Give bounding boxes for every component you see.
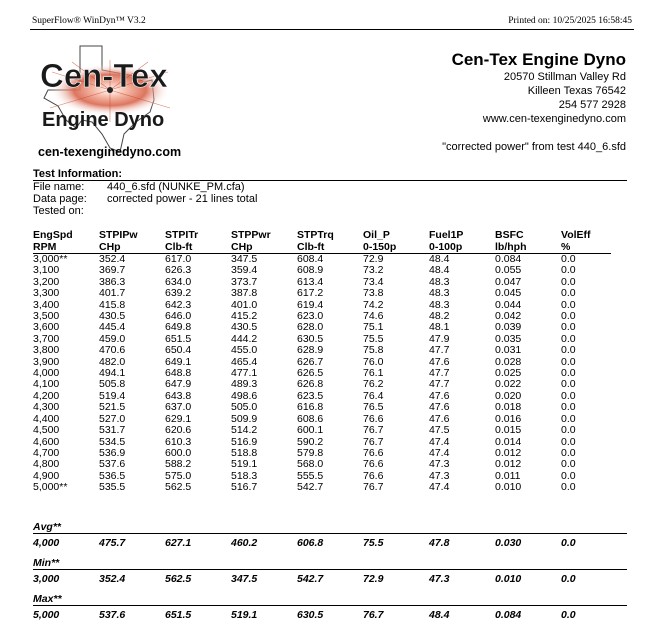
avg-label: Avg** bbox=[33, 521, 627, 534]
table-cell: 0.042 bbox=[495, 310, 522, 323]
table-cell: 642.3 bbox=[165, 298, 192, 311]
table-cell: 0.039 bbox=[495, 321, 522, 334]
column-header-row bbox=[33, 230, 611, 242]
table-cell: 628.9 bbox=[297, 344, 324, 357]
table-cell: 73.4 bbox=[363, 275, 384, 288]
table-cell: 386.3 bbox=[99, 275, 126, 288]
table-cell: 0.0 bbox=[561, 401, 576, 414]
table-cell: 47.6 bbox=[429, 401, 450, 414]
summary-cell: 0.0 bbox=[561, 537, 576, 549]
table-cell: 0.0 bbox=[561, 287, 576, 300]
table-body bbox=[33, 254, 611, 494]
table-cell: 562.5 bbox=[165, 481, 192, 494]
table-row bbox=[33, 402, 611, 413]
table-cell: 647.9 bbox=[165, 378, 192, 391]
table-cell: 0.0 bbox=[561, 458, 576, 471]
tested-on-label: Tested on: bbox=[33, 205, 84, 217]
table-cell: 5,000** bbox=[33, 481, 68, 494]
column-unit: CHp bbox=[99, 242, 165, 254]
max-summary bbox=[33, 593, 627, 622]
table-cell: 47.4 bbox=[429, 446, 450, 459]
data-page-value: corrected power - 21 lines total bbox=[107, 193, 258, 205]
table-cell: 623.5 bbox=[297, 389, 324, 402]
table-cell: 0.0 bbox=[561, 481, 576, 494]
summary-cell: 5,000 bbox=[33, 609, 60, 621]
table-cell: 0.015 bbox=[495, 424, 522, 437]
logo-text-engine-dyno: Engine Dyno bbox=[42, 109, 165, 131]
company-name: Cen-Tex Engine Dyno bbox=[451, 50, 626, 69]
table-cell: 347.5 bbox=[231, 253, 258, 265]
table-cell: 519.1 bbox=[231, 458, 258, 471]
table-cell: 0.012 bbox=[495, 458, 522, 471]
table-cell: 76.6 bbox=[363, 412, 384, 425]
table-cell: 613.4 bbox=[297, 275, 324, 288]
table-cell: 482.0 bbox=[99, 355, 126, 368]
table-cell: 0.0 bbox=[561, 367, 576, 380]
table-cell: 0.047 bbox=[495, 275, 522, 288]
summary-cell: 0.084 bbox=[495, 609, 522, 621]
table-cell: 505.8 bbox=[99, 378, 126, 391]
table-row bbox=[33, 482, 611, 493]
table-cell: 588.2 bbox=[165, 458, 192, 471]
table-cell: 575.0 bbox=[165, 469, 192, 482]
table-cell: 542.7 bbox=[297, 481, 324, 494]
table-cell: 516.9 bbox=[231, 435, 258, 448]
table-cell: 0.0 bbox=[561, 332, 576, 345]
table-cell: 48.3 bbox=[429, 275, 450, 288]
table-cell: 514.2 bbox=[231, 424, 258, 437]
table-cell: 47.4 bbox=[429, 481, 450, 494]
table-cell: 0.022 bbox=[495, 378, 522, 391]
table-cell: 0.0 bbox=[561, 378, 576, 391]
table-cell: 47.9 bbox=[429, 332, 450, 345]
table-cell: 0.0 bbox=[561, 355, 576, 368]
table-cell: 0.010 bbox=[495, 481, 522, 494]
table-cell: 4,200 bbox=[33, 389, 60, 402]
summary-cell: 0.010 bbox=[495, 573, 522, 585]
table-cell: 477.1 bbox=[231, 367, 258, 380]
column-unit: RPM bbox=[33, 242, 99, 254]
column-header: STPITr bbox=[165, 229, 199, 241]
table-cell: 590.2 bbox=[297, 435, 324, 448]
summary-cell: 347.5 bbox=[231, 573, 258, 585]
table-cell: 536.9 bbox=[99, 446, 126, 459]
summary-cell: 630.5 bbox=[297, 609, 324, 621]
table-cell: 617.2 bbox=[297, 287, 324, 300]
table-cell: 0.016 bbox=[495, 412, 522, 425]
table-cell: 0.0 bbox=[561, 321, 576, 334]
column-header: BSFC bbox=[495, 229, 524, 241]
summary-cell: 48.4 bbox=[429, 609, 450, 621]
table-row bbox=[33, 288, 611, 299]
table-cell: 0.025 bbox=[495, 367, 522, 380]
table-cell: 47.6 bbox=[429, 389, 450, 402]
table-cell: 3,000** bbox=[33, 253, 68, 265]
table-cell: 4,000 bbox=[33, 367, 60, 380]
column-unit: 0-150p bbox=[363, 242, 429, 254]
table-cell: 649.1 bbox=[165, 355, 192, 368]
table-cell: 3,500 bbox=[33, 310, 60, 323]
table-cell: 3,900 bbox=[33, 355, 60, 368]
min-values-row bbox=[33, 573, 627, 586]
table-cell: 76.2 bbox=[363, 378, 384, 391]
table-cell: 494.1 bbox=[99, 367, 126, 380]
max-label: Max** bbox=[33, 593, 627, 606]
table-cell: 74.2 bbox=[363, 298, 384, 311]
table-cell: 0.018 bbox=[495, 401, 522, 414]
data-page-label: Data page: bbox=[33, 193, 87, 205]
table-cell: 47.6 bbox=[429, 412, 450, 425]
summary-cell: 4,000 bbox=[33, 537, 60, 549]
column-header: STPTrq bbox=[297, 229, 334, 241]
table-cell: 651.5 bbox=[165, 332, 192, 345]
table-cell: 646.0 bbox=[165, 310, 192, 323]
table-cell: 649.8 bbox=[165, 321, 192, 334]
summary-cell: 460.2 bbox=[231, 537, 258, 549]
table-cell: 415.8 bbox=[99, 298, 126, 311]
table-cell: 616.8 bbox=[297, 401, 324, 414]
table-cell: 47.3 bbox=[429, 469, 450, 482]
summary-cell: 352.4 bbox=[99, 573, 126, 585]
table-cell: 47.6 bbox=[429, 355, 450, 368]
table-cell: 626.7 bbox=[297, 355, 324, 368]
table-cell: 3,600 bbox=[33, 321, 60, 334]
table-cell: 76.7 bbox=[363, 481, 384, 494]
column-header: Fuel1P bbox=[429, 229, 464, 241]
table-cell: 373.7 bbox=[231, 275, 258, 288]
table-cell: 509.9 bbox=[231, 412, 258, 425]
table-cell: 4,100 bbox=[33, 378, 60, 391]
table-cell: 4,800 bbox=[33, 458, 60, 471]
column-header: STPIPw bbox=[99, 229, 138, 241]
table-cell: 75.5 bbox=[363, 332, 384, 345]
table-cell: 537.6 bbox=[99, 458, 126, 471]
table-cell: 470.6 bbox=[99, 344, 126, 357]
table-cell: 75.1 bbox=[363, 321, 384, 334]
table-cell: 0.0 bbox=[561, 344, 576, 357]
table-cell: 4,900 bbox=[33, 469, 60, 482]
table-cell: 75.8 bbox=[363, 344, 384, 357]
table-cell: 4,300 bbox=[33, 401, 60, 414]
table-cell: 527.0 bbox=[99, 412, 126, 425]
table-cell: 76.1 bbox=[363, 367, 384, 380]
table-cell: 459.0 bbox=[99, 332, 126, 345]
table-cell: 536.5 bbox=[99, 469, 126, 482]
table-cell: 48.4 bbox=[429, 253, 450, 265]
file-name-value: 440_6.sfd (NUNKE_PM.cfa) bbox=[107, 181, 245, 193]
table-row bbox=[33, 345, 611, 356]
file-name-row bbox=[33, 181, 627, 193]
table-cell: 47.7 bbox=[429, 344, 450, 357]
column-unit: 0-100p bbox=[429, 242, 495, 254]
table-cell: 3,800 bbox=[33, 344, 60, 357]
dyno-data-table bbox=[33, 230, 611, 494]
table-cell: 0.055 bbox=[495, 264, 522, 277]
table-cell: 623.0 bbox=[297, 310, 324, 323]
test-information-section bbox=[33, 168, 627, 217]
table-cell: 619.4 bbox=[297, 298, 324, 311]
table-cell: 626.5 bbox=[297, 367, 324, 380]
table-cell: 455.0 bbox=[231, 344, 258, 357]
table-cell: 0.045 bbox=[495, 287, 522, 300]
table-cell: 0.028 bbox=[495, 355, 522, 368]
table-cell: 505.0 bbox=[231, 401, 258, 414]
summary-cell: 562.5 bbox=[165, 573, 192, 585]
table-cell: 629.1 bbox=[165, 412, 192, 425]
table-row bbox=[33, 425, 611, 436]
summary-cell: 0.0 bbox=[561, 573, 576, 585]
table-cell: 4,400 bbox=[33, 412, 60, 425]
table-cell: 76.7 bbox=[363, 424, 384, 437]
max-values-row bbox=[33, 609, 627, 622]
table-cell: 650.4 bbox=[165, 344, 192, 357]
table-cell: 4,600 bbox=[33, 435, 60, 448]
table-cell: 0.020 bbox=[495, 389, 522, 402]
logo-website: cen-texenginedyno.com bbox=[38, 145, 182, 159]
table-cell: 617.0 bbox=[165, 253, 192, 265]
table-cell: 648.8 bbox=[165, 367, 192, 380]
column-units-row bbox=[33, 242, 611, 254]
table-cell: 0.012 bbox=[495, 446, 522, 459]
column-unit: Clb-ft bbox=[297, 242, 363, 254]
table-cell: 48.3 bbox=[429, 298, 450, 311]
min-label: Min** bbox=[33, 557, 627, 570]
tested-on-row bbox=[33, 205, 627, 217]
table-cell: 516.7 bbox=[231, 481, 258, 494]
table-cell: 568.0 bbox=[297, 458, 324, 471]
software-version: SuperFlow® WinDyn™ V3.2 bbox=[32, 16, 146, 26]
table-cell: 620.6 bbox=[165, 424, 192, 437]
summary-cell: 75.5 bbox=[363, 537, 384, 549]
table-cell: 430.5 bbox=[99, 310, 126, 323]
table-cell: 626.3 bbox=[165, 264, 192, 277]
table-cell: 387.8 bbox=[231, 287, 258, 300]
table-cell: 608.4 bbox=[297, 253, 324, 265]
table-cell: 637.0 bbox=[165, 401, 192, 414]
company-info-block bbox=[442, 50, 626, 154]
logo-text-cen-tex: Cen-Tex bbox=[40, 57, 168, 94]
table-cell: 579.8 bbox=[297, 446, 324, 459]
table-cell: 608.6 bbox=[297, 412, 324, 425]
company-phone: 254 577 2928 bbox=[558, 99, 626, 111]
table-cell: 0.084 bbox=[495, 253, 522, 265]
summary-cell: 72.9 bbox=[363, 573, 384, 585]
avg-summary bbox=[33, 521, 627, 550]
table-cell: 534.5 bbox=[99, 435, 126, 448]
table-cell: 0.0 bbox=[561, 389, 576, 402]
table-cell: 610.3 bbox=[165, 435, 192, 448]
column-header: STPPwr bbox=[231, 229, 271, 241]
table-cell: 47.5 bbox=[429, 424, 450, 437]
summary-cell: 47.3 bbox=[429, 573, 450, 585]
column-header: Oil_P bbox=[363, 229, 390, 241]
table-cell: 0.035 bbox=[495, 332, 522, 345]
column-unit: CHp bbox=[231, 242, 297, 254]
table-cell: 4,700 bbox=[33, 446, 60, 459]
table-cell: 352.4 bbox=[99, 253, 126, 265]
table-cell: 47.7 bbox=[429, 378, 450, 391]
table-cell: 465.4 bbox=[231, 355, 258, 368]
table-cell: 48.4 bbox=[429, 264, 450, 277]
table-cell: 444.2 bbox=[231, 332, 258, 345]
table-cell: 401.0 bbox=[231, 298, 258, 311]
table-cell: 519.4 bbox=[99, 389, 126, 402]
data-page-row bbox=[33, 193, 627, 205]
table-cell: 359.4 bbox=[231, 264, 258, 277]
table-cell: 73.8 bbox=[363, 287, 384, 300]
table-cell: 634.0 bbox=[165, 275, 192, 288]
summary-cell: 0.0 bbox=[561, 609, 576, 621]
column-header: EngSpd bbox=[33, 229, 73, 241]
table-cell: 498.6 bbox=[231, 389, 258, 402]
table-cell: 76.6 bbox=[363, 469, 384, 482]
table-cell: 76.7 bbox=[363, 435, 384, 448]
table-cell: 489.3 bbox=[231, 378, 258, 391]
table-cell: 0.044 bbox=[495, 298, 522, 311]
avg-values-row bbox=[33, 537, 627, 550]
table-cell: 0.0 bbox=[561, 469, 576, 482]
table-row bbox=[33, 459, 611, 470]
table-cell: 518.3 bbox=[231, 469, 258, 482]
table-cell: 415.2 bbox=[231, 310, 258, 323]
table-cell: 0.0 bbox=[561, 298, 576, 311]
summary-cell: 475.7 bbox=[99, 537, 126, 549]
table-cell: 3,300 bbox=[33, 287, 60, 300]
summary-cell: 651.5 bbox=[165, 609, 192, 621]
table-cell: 0.0 bbox=[561, 435, 576, 448]
table-cell: 3,100 bbox=[33, 264, 60, 277]
company-city: Killeen Texas 76542 bbox=[527, 85, 626, 97]
table-cell: 76.0 bbox=[363, 355, 384, 368]
table-cell: 3,700 bbox=[33, 332, 60, 345]
table-cell: 369.7 bbox=[99, 264, 126, 277]
summary-cell: 542.7 bbox=[297, 573, 324, 585]
summary-cell: 519.1 bbox=[231, 609, 258, 621]
printed-timestamp: Printed on: 10/25/2025 16:58:45 bbox=[508, 16, 632, 26]
table-cell: 48.1 bbox=[429, 321, 450, 334]
table-cell: 76.6 bbox=[363, 458, 384, 471]
column-unit: lb/hph bbox=[495, 242, 561, 254]
summary-cell: 537.6 bbox=[99, 609, 126, 621]
table-cell: 639.2 bbox=[165, 287, 192, 300]
table-cell: 47.4 bbox=[429, 435, 450, 448]
column-header: VolEff bbox=[561, 229, 591, 241]
table-cell: 76.4 bbox=[363, 389, 384, 402]
summary-cell: 0.030 bbox=[495, 537, 522, 549]
table-cell: 0.0 bbox=[561, 412, 576, 425]
table-cell: 535.5 bbox=[99, 481, 126, 494]
summary-cell: 3,000 bbox=[33, 573, 60, 585]
table-cell: 0.031 bbox=[495, 344, 522, 357]
table-cell: 630.5 bbox=[297, 332, 324, 345]
test-info-heading: Test Information: bbox=[33, 168, 627, 181]
summary-cell: 606.8 bbox=[297, 537, 324, 549]
summary-cell: 47.8 bbox=[429, 537, 450, 549]
table-cell: 0.0 bbox=[561, 264, 576, 277]
min-summary bbox=[33, 557, 627, 586]
table-cell: 445.4 bbox=[99, 321, 126, 334]
column-unit: Clb-ft bbox=[165, 242, 231, 254]
table-cell: 521.5 bbox=[99, 401, 126, 414]
table-cell: 47.7 bbox=[429, 367, 450, 380]
table-cell: 0.0 bbox=[561, 253, 576, 265]
summary-cell: 76.7 bbox=[363, 609, 384, 621]
table-cell: 643.8 bbox=[165, 389, 192, 402]
data-source-note: "corrected power" from test 440_6.sfd bbox=[442, 141, 626, 153]
table-cell: 626.8 bbox=[297, 378, 324, 391]
table-cell: 628.0 bbox=[297, 321, 324, 334]
summary-cell: 627.1 bbox=[165, 537, 192, 549]
table-cell: 0.0 bbox=[561, 310, 576, 323]
table-cell: 47.3 bbox=[429, 458, 450, 471]
table-cell: 76.6 bbox=[363, 446, 384, 459]
print-header-bar bbox=[30, 15, 634, 30]
table-cell: 430.5 bbox=[231, 321, 258, 334]
cen-tex-logo bbox=[32, 42, 182, 162]
table-cell: 0.011 bbox=[495, 469, 521, 482]
table-cell: 600.0 bbox=[165, 446, 192, 459]
table-cell: 600.1 bbox=[297, 424, 324, 437]
file-name-label: File name: bbox=[33, 181, 85, 193]
table-cell: 74.6 bbox=[363, 310, 384, 323]
table-cell: 531.7 bbox=[99, 424, 126, 437]
table-cell: 0.0 bbox=[561, 275, 576, 288]
table-cell: 0.014 bbox=[495, 435, 522, 448]
table-cell: 3,200 bbox=[33, 275, 60, 288]
table-cell: 518.8 bbox=[231, 446, 258, 459]
table-cell: 0.0 bbox=[561, 424, 576, 437]
table-cell: 72.9 bbox=[363, 253, 384, 265]
table-cell: 73.2 bbox=[363, 264, 384, 277]
table-cell: 555.5 bbox=[297, 469, 324, 482]
company-address: 20570 Stillman Valley Rd bbox=[503, 71, 626, 83]
company-website: www.cen-texenginedyno.com bbox=[482, 113, 626, 125]
table-cell: 3,400 bbox=[33, 298, 60, 311]
table-cell: 48.2 bbox=[429, 310, 450, 323]
table-cell: 76.5 bbox=[363, 401, 384, 414]
table-cell: 0.0 bbox=[561, 446, 576, 459]
table-cell: 4,500 bbox=[33, 424, 60, 437]
table-cell: 48.3 bbox=[429, 287, 450, 300]
column-unit: % bbox=[561, 242, 611, 254]
table-cell: 608.9 bbox=[297, 264, 324, 277]
table-cell: 401.7 bbox=[99, 287, 126, 300]
